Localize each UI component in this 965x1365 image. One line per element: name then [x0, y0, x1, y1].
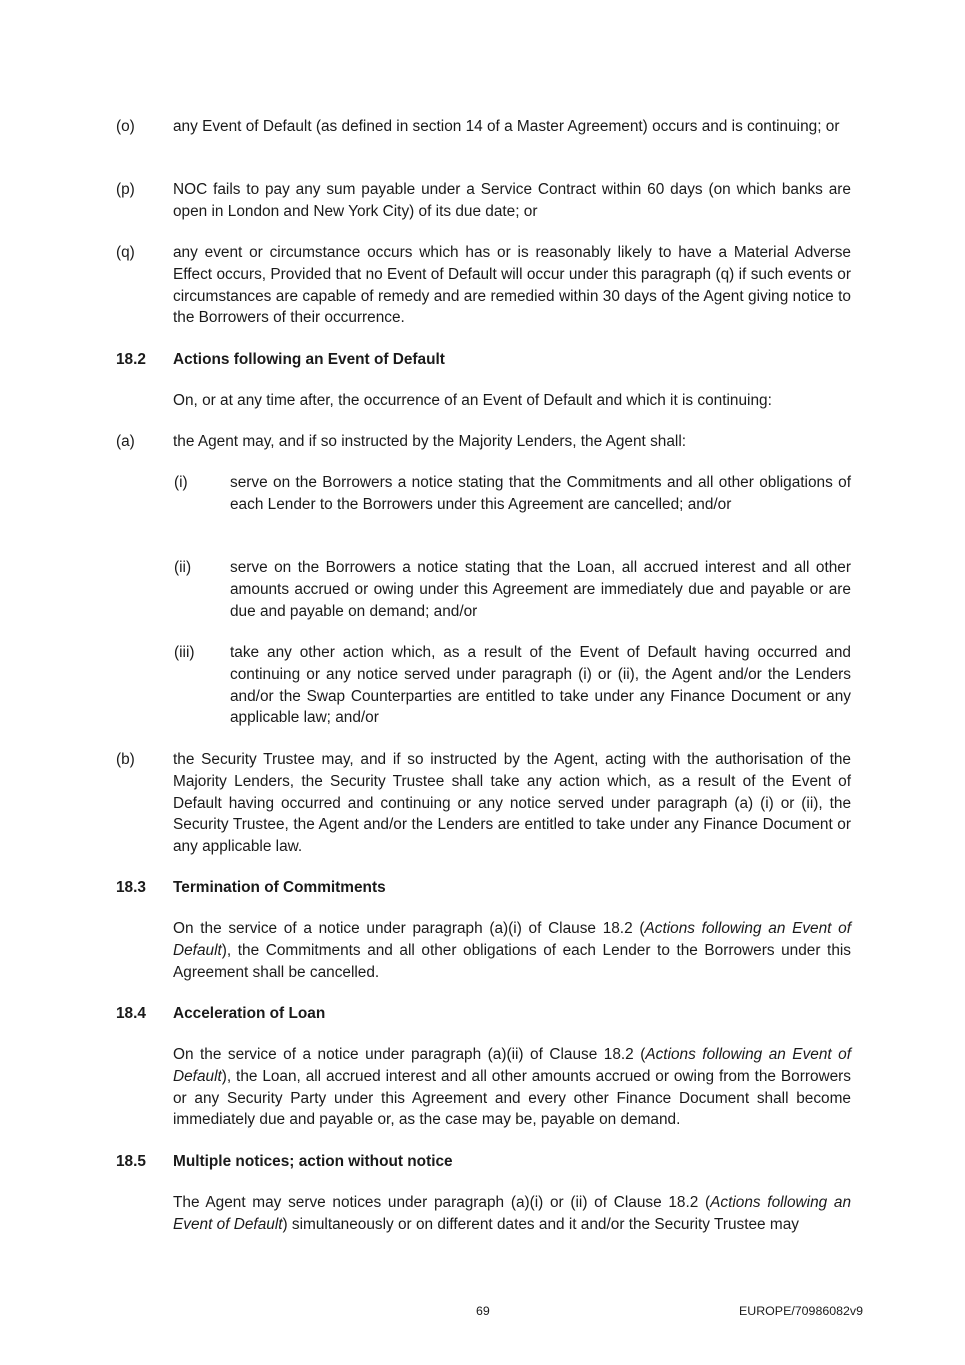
sub-item-text: serve on the Borrowers a notice stating that the Commitments and all other obligations of each Lender to the Borrowers under this Agreement are cancelled; and/or: [230, 474, 851, 513]
section-title: Termination of Commitments: [173, 879, 386, 896]
page-number: 69: [476, 1304, 490, 1318]
item-label: (p): [116, 181, 135, 198]
item-label: (b): [116, 751, 135, 768]
body-text: On the service of a notice under paragraph (a)(ii) of Clause 18.2 (Actions following an Event of Default), the Loan, all accrued interest and all other amounts accrued or owing from the Borrowers or any Security Party under this Agreement and every other Finance Document shall become immediately due and payable or, as the case may be, payable on demand.: [173, 1046, 851, 1129]
item-text: any event or circumstance occurs which has or is reasonably likely to have a Material Adverse Effect occurs, Provided that no Event of Default will occur under this paragraph (q) if such events or circumstances are capable of remedy and are remedied within 30 days of the Agent giving notice to the Borrowers of their occurrence.: [173, 244, 851, 327]
sub-item-label: (iii): [174, 644, 195, 661]
item-text: the Agent may, and if so instructed by the Majority Lenders, the Agent shall:: [173, 433, 687, 450]
item-text: any Event of Default (as defined in section 14 of a Master Agreement) occurs and is continuing; or: [173, 118, 840, 135]
intro-text: On, or at any time after, the occurrence of an Event of Default and which it is continuing:: [173, 392, 772, 409]
sub-item-text: take any other action which, as a result of the Event of Default having occurred and continuing or any notice served under paragraph (i) or (ii), the Agent and/or the Lenders and/or the Swap Counterparties are entitled to take under any Finance Document or any applicable law; and/or: [230, 644, 851, 727]
sub-item-label: (ii): [174, 559, 192, 576]
item-text: NOC fails to pay any sum payable under a Service Contract within 60 days (on which banks are open in London and New York City) of its due date; or: [173, 181, 851, 220]
sub-item-text: serve on the Borrowers a notice stating that the Loan, all accrued interest and all other amounts accrued or owing under this Agreement are immediately due and payable or are due and payable on demand; and/or: [230, 559, 851, 620]
item-label: (q): [116, 244, 135, 261]
item-label: (o): [116, 118, 135, 135]
body-text: The Agent may serve notices under paragraph (a)(i) or (ii) of Clause 18.2 (Actions following an Event of Default) simultaneously or on different dates and it and/or the Security Trustee may: [173, 1194, 852, 1233]
document-reference: EUROPE/70986082v9: [739, 1304, 863, 1318]
section-number: 18.5: [116, 1153, 146, 1170]
section-title: Actions following an Event of Default: [173, 351, 445, 368]
section-number: 18.2: [116, 351, 146, 368]
section-number: 18.3: [116, 879, 146, 896]
sub-item-label: (i): [174, 474, 188, 491]
body-text: On the service of a notice under paragraph (a)(i) of Clause 18.2 (Actions following an Event of Default), the Commitments and all other obligations of each Lender to the Borrowers under this Agreement shall be cancelled.: [173, 920, 851, 981]
section-number: 18.4: [116, 1005, 146, 1022]
section-title: Multiple notices; action without notice: [173, 1153, 453, 1170]
item-label: (a): [116, 433, 135, 450]
item-text: the Security Trustee may, and if so instructed by the Agent, acting with the authorisation of the Majority Lenders, the Security Trustee shall take any action which, as a result of the Event of Default having occurred and continuing or any notice served under paragraph (a) (i) or (ii), the Security Trustee, the Agent and/or the Lenders are entitled to take under any Finance Document or any applicable law.: [173, 751, 851, 856]
section-title: Acceleration of Loan: [173, 1005, 326, 1022]
